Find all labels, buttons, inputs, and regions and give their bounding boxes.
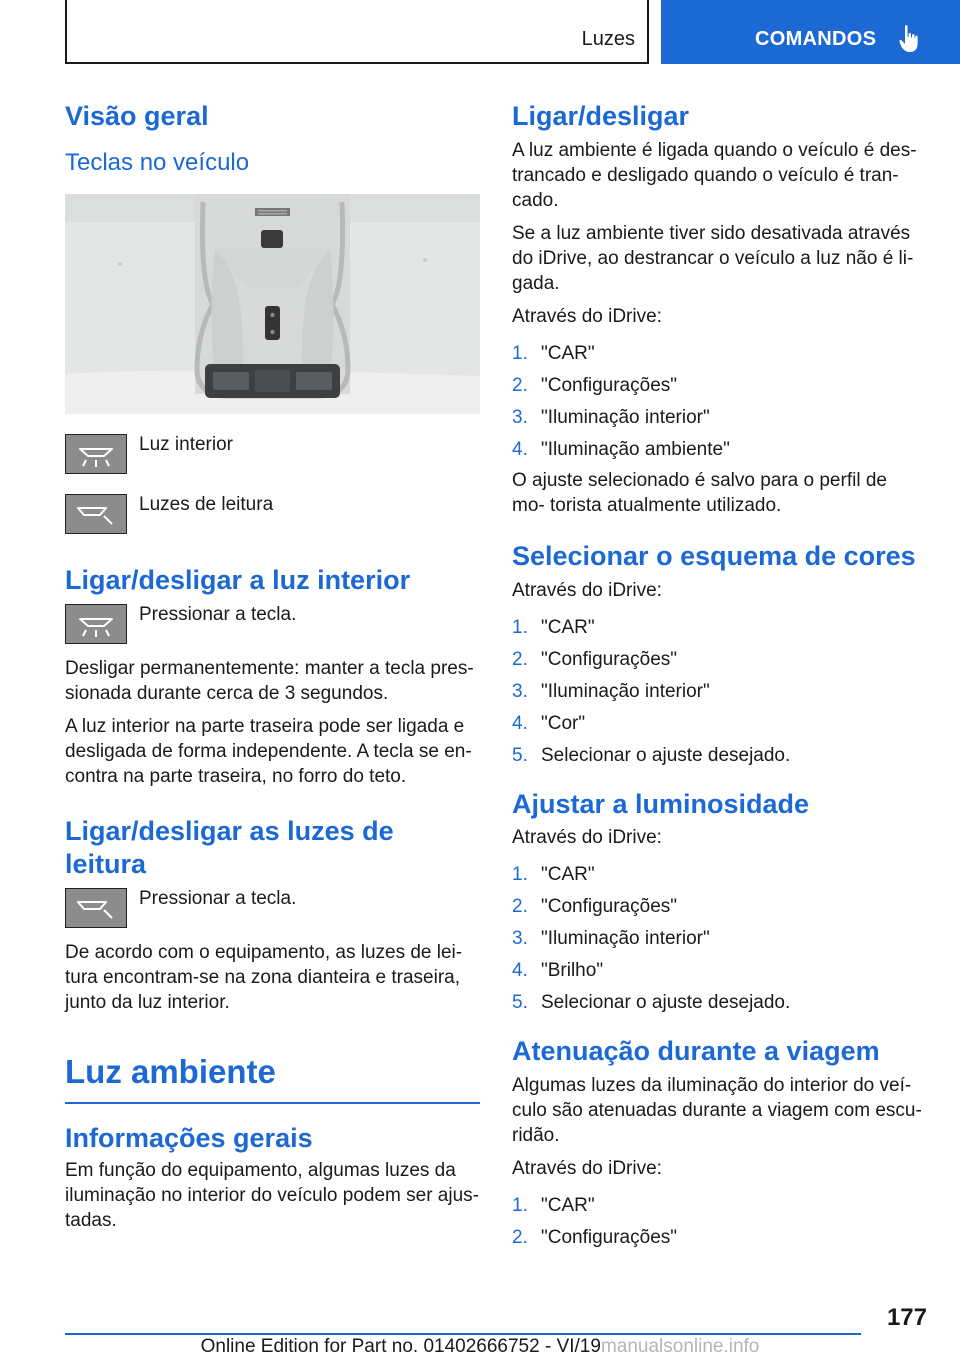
list-item-number: 4. [512,712,528,734]
list-item-number: 5. [512,744,528,766]
reading-light-key-icon [65,494,127,534]
via-idrive-text: Através do iDrive: [512,1158,662,1179]
heading-ambient-light: Luz ambiente [65,1053,276,1090]
list-item [512,615,924,640]
interior-light-key-icon [65,604,127,644]
paragraph-onoff-1: A luz ambiente é ligada quando o veículo é des- trancado e desligado quando o veículo é tran- cado. [512,139,917,211]
list-item-text: "Configurações" [541,896,678,918]
interior-light-key-icon [65,434,127,474]
list-item-number: 1. [512,616,528,638]
section-divider [65,1102,480,1104]
press-key-text: Pressionar a tecla. [139,603,297,625]
left-column [65,100,480,1233]
list-item-text: "CAR" [541,1195,595,1216]
heading-dimming: Atenuação durante a viagem [512,1036,880,1067]
key-legend-reading-label: Luzes de leitura [139,493,274,515]
list-item-text: "Brilho" [541,960,604,982]
key-legend-interior-label: Luz interior [139,433,233,455]
list-item [512,373,924,398]
list-item-number: 4. [512,960,528,982]
list-item-text: "CAR" [541,864,595,886]
list-item [512,679,924,704]
list-item [512,958,924,983]
heading-keys-in-vehicle: Teclas no veículo [65,148,250,176]
list-item-number: 3. [512,680,528,702]
steps-list-dimming [512,1193,924,1250]
list-item-text: Selecionar o ajuste desejado. [541,992,791,1014]
list-item [512,711,924,736]
via-idrive-text: Através do iDrive: [512,579,662,601]
header-chapter-title: COMANDOS [755,28,877,50]
list-item-text: "Configurações" [541,648,678,670]
press-key-row-interior [65,604,480,644]
list-item-number: 2. [512,896,528,918]
list-item-text: "Configurações" [541,1227,678,1248]
steps-list-ambient [512,341,924,462]
list-item-number: 2. [512,1227,528,1248]
list-item [512,647,924,672]
list-item [512,1193,924,1218]
list-item-number: 2. [512,374,528,396]
list-item-text: "Iluminação interior" [541,928,710,950]
list-item-text: "CAR" [541,616,595,638]
paragraph-reading-location: De acordo com o equipamento, as luzes de lei- tura encontram-se na zona dianteira e traseira, junto da luz interior. [65,942,463,1013]
heading-interior-light-onoff: Ligar/desligar a luz interior [65,564,411,595]
roof-console-photo [65,194,480,414]
heading-reading-lights-onoff: Ligar/desligar as luzes de leitura [65,815,394,880]
footer-brand-watermark: manualsonline.info [600,1336,760,1357]
list-item-number: 4. [512,438,528,460]
list-item-text: "CAR" [541,342,595,364]
list-item [512,405,924,430]
list-item [512,990,924,1015]
list-item-text: "Iluminação ambiente" [541,438,730,460]
heading-color-scheme: Selecionar o esquema de cores [512,540,916,571]
page-number: 177 [886,1304,927,1331]
list-item-number: 1. [512,342,528,364]
list-item-text: Selecionar o ajuste desejado. [541,744,791,766]
reading-light-key-icon [65,888,127,928]
heading-general-information: Informações gerais [65,1122,313,1153]
heading-overview: Visão geral [65,101,209,131]
press-key-row-reading [65,888,480,928]
list-item [512,1225,924,1250]
key-legend-reading [65,494,480,534]
header-chapter-tab [661,0,960,64]
list-item-number: 1. [512,1195,528,1216]
list-item [512,862,924,887]
list-item [512,894,924,919]
paragraph-saved-profile: O ajuste selecionado é salvo para o perfil de mo- torista atualmente utilizado. [512,469,887,516]
list-item-number: 3. [512,928,528,950]
list-item [512,341,924,366]
footer-edition: Online Edition for Part no. 01402666752 - VI/19 [200,1336,601,1357]
list-item-text: "Iluminação interior" [541,406,710,428]
list-item-number: 2. [512,648,528,670]
list-item [512,926,924,951]
header-section-box [65,0,649,64]
pointing-hand-icon [899,24,919,54]
list-item-text: "Cor" [541,712,586,734]
header-section-title: Luzes [581,28,635,50]
press-key-text: Pressionar a tecla. [139,888,297,909]
key-legend-interior [65,434,480,474]
paragraph-dimming: Algumas luzes da iluminação do interior do veí- culo são atenuadas durante a viagem com escu- ridão. [512,1075,922,1146]
paragraph-general: Em função do equipamento, algumas luzes da iluminação no interior do veículo podem ser ajus- tadas. [65,1159,479,1231]
list-item [512,743,924,768]
list-item [512,437,924,462]
list-item-number: 5. [512,992,528,1014]
list-item-text: "Configurações" [541,374,678,396]
footer-divider [65,1333,861,1335]
paragraph-onoff-2: Se a luz ambiente tiver sido desativada através do iDrive, ao destrancar o veículo a luz não é li- gada. [512,222,914,294]
list-item-text: "Iluminação interior" [541,680,710,702]
list-item-number: 1. [512,864,528,886]
steps-list-brightness [512,862,924,1015]
list-item-number: 3. [512,406,528,428]
via-idrive-text: Através do iDrive: [512,827,662,849]
heading-brightness: Ajustar a luminosidade [512,788,810,819]
right-column [512,100,924,1250]
paragraph-permanent-off: Desligar permanentemente: manter a tecla pres- sionada durante cerca de 3 segundos. [65,657,474,704]
heading-onoff: Ligar/desligar [512,101,690,131]
footer [0,1336,960,1358]
steps-list-color [512,615,924,768]
via-idrive-text: Através do iDrive: [512,305,662,327]
paragraph-rear-interior: A luz interior na parte traseira pode ser ligada e desligada de forma independente. A tecla se en- contra na parte traseira, no forro do teto. [65,715,472,787]
